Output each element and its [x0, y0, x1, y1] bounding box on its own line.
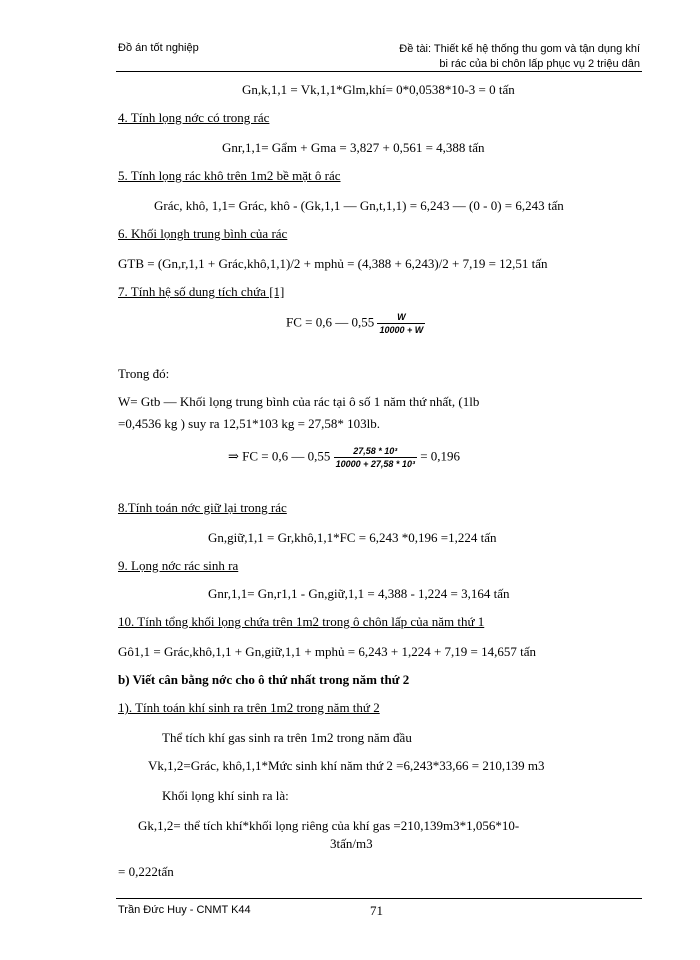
fc2-right: = 0,196 — [420, 448, 461, 464]
heading-4: 4. Tính lọng nớc có trong rác — [118, 110, 270, 125]
heading-b: b) Viết cân bằng nớc cho ô thứ nhất trong năm thứ 2 — [118, 672, 410, 687]
fc-numerator: W — [397, 312, 406, 322]
text-w-line-2: =0,4536 kg ) suy ra 12,51*103 kg = 27,58* 103lb. — [118, 416, 381, 431]
formula-fc-result — [228, 446, 460, 469]
fc2-numerator: 27,58 * 10³ — [353, 446, 398, 456]
heading-1-year2: 1). Tính toán khí sinh ra trên 1m2 trong năm thứ 2 — [118, 700, 380, 715]
heading-6: 6. Khối lọngh trung bình của rác — [118, 226, 288, 241]
formula-grac-kho: Grác, khô, 1,1= Grác, khô - (Gk,1,1 — Gn,t,1,1) = 6,243 — (0 - 0) = 6,243 tấn — [154, 198, 564, 213]
formula-go11: Gô1,1 = Grác,khô,1,1 + Gn,giữ,1,1 + mphủ = 6,243 + 1,224 + 7,19 = 14,657 tấn — [118, 644, 537, 659]
fc-left: FC = 0,6 — 0,55 — [286, 314, 375, 330]
header-rule — [116, 71, 642, 72]
fc2-fraction — [334, 446, 417, 469]
formula-gk12-result: = 0,222tấn — [118, 864, 174, 879]
heading-5: 5. Tính lọng rác khô trên 1m2 bề mặt ô rác — [118, 168, 341, 183]
text-gas-volume: Thể tích khí gas sinh ra trên 1m2 trong năm đầu — [162, 730, 412, 745]
header-right-line-2: bi rác của bi chôn lấp phục vụ 2 triệu dân — [439, 58, 640, 70]
fc2-denominator: 10000 + 27,58 * 10³ — [335, 459, 415, 469]
formula-gk12-unit: 3tấn/m3 — [330, 836, 373, 851]
formula-gtb: GTB = (Gn,r,1,1 + Grác,khô,1,1)/2 + mphủ = (4,388 + 6,243)/2 + 7,19 = 12,51 tấn — [118, 256, 548, 271]
text-gas-mass: Khối lọng khí sinh ra là: — [162, 788, 289, 803]
fc-denominator: 10000 + W — [379, 325, 424, 335]
heading-9: 9. Lọng nớc rác sinh ra — [118, 558, 239, 573]
formula-gk12: Gk,1,2= thể tích khí*khối lọng riêng của khí gas =210,139m3*1,056*10- — [138, 818, 520, 833]
formula-fc — [286, 312, 425, 335]
footer-author: Trần Đức Huy - CNMT K44 — [118, 904, 251, 916]
footer-rule — [116, 898, 642, 899]
fc-fraction — [377, 312, 425, 335]
page-number: 71 — [370, 903, 383, 918]
formula-vk12: Vk,1,2=Grác, khô,1,1*Mức sinh khí năm thứ 2 =6,243*33,66 = 210,139 m3 — [148, 758, 545, 773]
text-w-line-1: W= Gtb — Khối lọng trung bình của rác tại ô số 1 năm thứ nhất, (1lb — [118, 394, 480, 409]
formula-gnr-sinh-ra: Gnr,1,1= Gn,r1,1 - Gn,giữ,1,1 = 4,388 - 1,224 = 3,164 tấn — [208, 586, 510, 601]
heading-10: 10. Tính tổng khối lọng chứa trên 1m2 trong ô chôn lấp của năm thứ 1 — [118, 614, 485, 629]
formula-gnk11: Gn,k,1,1 = Vk,1,1*Glm,khí= 0*0,0538*10-3 = 0 tấn — [242, 82, 515, 97]
label-trong-do: Trong đó: — [118, 366, 170, 381]
header-title-left: Đồ án tốt nghiệp — [118, 42, 199, 54]
header-right-line-1: Đề tài: Thiết kế hệ thống thu gom và tận dụng khí — [399, 43, 640, 55]
heading-7: 7. Tính hệ số dung tích chứa [1] — [118, 284, 285, 299]
formula-gnr11: Gnr,1,1= Gẩm + Gma = 3,827 + 0,561 = 4,388 tấn — [222, 140, 485, 155]
header-title-right — [378, 42, 640, 72]
fc2-left: ⇒ FC = 0,6 — 0,55 — [228, 448, 331, 464]
heading-8: 8.Tính toán nớc giữ lại trong rác — [118, 500, 287, 515]
formula-gn-giu: Gn,giữ,1,1 = Gr,khô,1,1*FC = 6,243 *0,196 =1,224 tấn — [208, 530, 497, 545]
